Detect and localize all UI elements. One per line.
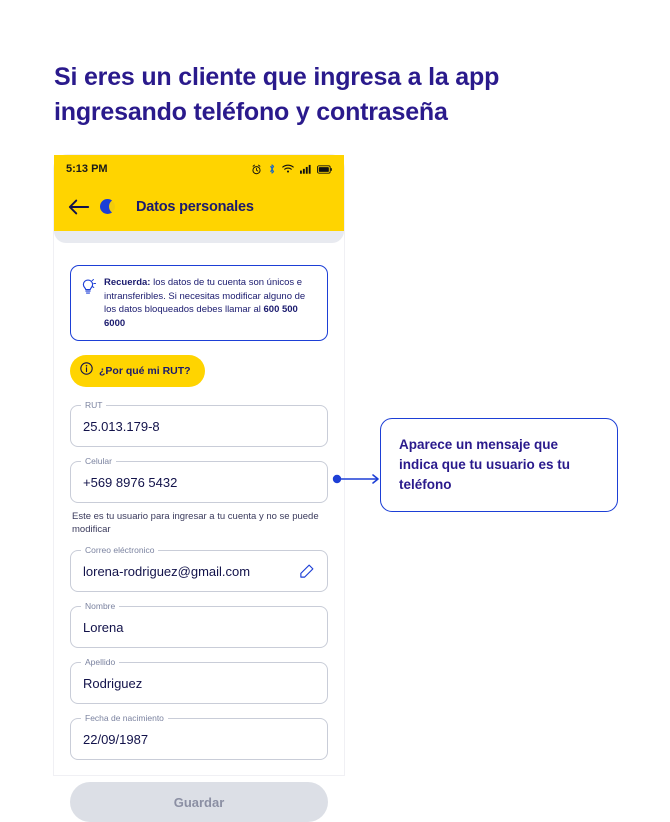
brand-logo-icon [100,198,126,216]
sheet-top-edge [54,231,344,251]
field-correo[interactable] [70,545,328,592]
reminder-body: los datos de tu cuenta son únicos e intransferibles. Si necesitas modificar alguno de los datos bloqueados debes llamar al [104,277,306,315]
status-icons [251,163,332,175]
field-apellido[interactable] [70,657,328,704]
field-correo-value: lorena-rodriguez@gmail.com [83,563,251,579]
status-bar [54,155,344,183]
phone-mockup [54,155,344,810]
field-rut[interactable] [70,400,328,447]
bluetooth-icon [268,163,276,175]
why-my-rut-button[interactable] [70,355,205,387]
alarm-icon [251,164,262,175]
field-nombre[interactable] [70,601,328,648]
field-celular-label: Celular [81,456,116,466]
signal-icon [300,164,311,174]
field-nombre-value: Lorena [83,619,124,635]
field-rut-label: RUT [81,400,106,410]
field-nombre-label: Nombre [81,601,119,611]
field-fecha-value: 22/09/1987 [83,731,149,747]
field-fecha-label: Fecha de nacimiento [81,713,168,723]
edit-pencil-icon[interactable] [299,563,315,579]
field-celular[interactable] [70,456,328,503]
battery-icon [317,165,332,174]
callout-box [380,418,618,512]
reminder-text [104,276,317,330]
reminder-bold: Recuerda: [104,277,151,288]
field-apellido-value: Rodriguez [83,675,143,691]
status-time: 5:13 PM [66,163,108,175]
callout-text: Aparece un mensaje que indica que tu usuario es tu teléfono [399,437,571,492]
save-button[interactable]: Guardar [70,782,328,822]
wifi-icon [282,164,294,174]
screen-body [54,251,344,810]
field-correo-label: Correo eléctronico [81,545,158,555]
app-bar-title: Datos personales [136,199,254,215]
field-apellido-label: Apellido [81,657,119,667]
celular-helper-text: Este es tu usuario para ingresar a tu cuenta y no se puede modificar [72,511,319,535]
info-icon [80,362,93,380]
idea-bulb-icon [80,278,96,301]
app-bar [54,183,344,231]
reminder-phone: 600 500 6000 [104,304,298,329]
field-fecha-nacimiento[interactable] [70,713,328,760]
back-arrow-icon[interactable] [68,196,90,218]
reminder-banner [70,265,328,341]
field-celular-value: +569 8976 5432 [83,474,178,490]
page-title: Si eres un cliente que ingresa a la app ingresando teléfono y contraseña [54,63,500,126]
field-rut-value: 25.013.179-8 [83,418,160,434]
why-my-rut-label: ¿Por qué mi RUT? [99,365,191,377]
callout-connector [332,472,384,484]
